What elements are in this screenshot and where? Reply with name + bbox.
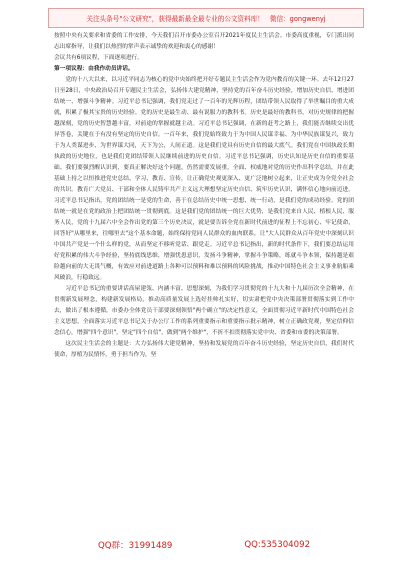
agenda-heading: 第一项议程：由我作动员讲话。: [54, 66, 134, 72]
banner-wechat: 微信：gongwenyj: [269, 15, 326, 23]
body-paragraph: 按照中央有关要求和省委的工作安排，今天我们召开市委办公室召开2021年度民主生活会。市委高度重视，专门派出同志出席指导，让我们以热烈的掌声表示诚挚的欢迎和衷心的感谢！: [54, 33, 354, 50]
banner-text: 关注头条号"公文研究"，获得最新最全最专业的公文资料库！: [86, 15, 264, 23]
footer: [0, 536, 408, 554]
body-paragraph: 习近平总书记的重要讲话高屋建瓴、内涵丰富、思想深刻，为我们学习贯彻党的十九大和十九届历次全会精神，在贯彻新发展理念，构建新发展格局，推动高质量发展上选好挂帅扎实好，切实肃把党中央决策部署贯彻落实到工作中去，做出了根本遵循。市委办全体党员干部要深刻领悟"两个确立"的决定性意义，全面贯彻习近平新时代中国特色社会主义思想，全面落实习近平总书记关于办公厅工作的系列重要指示和重要指示批示精神，树立正确政党观，坚定信仰信念信心，增强"四个意识"，坚定"四个自信"，做到"两个维护"，不折不扣贯彻落实党中央、省委和市委的决策部署。: [54, 286, 354, 336]
body-paragraph: 这次民主生活会的主题是：大力弘扬伟大建党精神，坚持和发展党的百年奋斗历史经验，坚定历史自信，我们时代使命，厚植为民情怀，勇于担当作为，坚: [54, 341, 354, 358]
header-banner: [48, 8, 364, 28]
document-body: [54, 31, 354, 531]
body-paragraph: 会议共有6项议程，下面逐项进行。: [54, 55, 143, 61]
footer-qq-group: QQ群：31991489: [97, 541, 173, 551]
footer-qq: QQ:535304092: [244, 540, 311, 550]
body-paragraph: 党的十八大以来，以习近平同志为核心的党中央始终把开好专题民主生活会作为党内教育的关键一环。去年12月27日至28日，中央政治局召开专题民主生活会，弘扬伟大建党精神，坚持党的百年奋斗历史经验，增加历史自信、增进团结统一、增强斗争精神。习近平总书记强调，我们党走过了一百年的光辉历程，团结带领人民取得了举世瞩目的重大成就，积累了极其宝贵的历史经验。党的历史是最生动、最有说服力的教科书。历史是最好的教科书，对历史规律的把握越深刻，党的历史智慧越丰富，对前途的掌握就越主动。习近平总书记强调，在新的赶考之路上，我们能否继续交出优异答卷，关键在于有没有坚定的历史自信。一百年来，我们党始终致力于为中国人民谋幸福、为中华民族谋复兴，致力于为人类谋进步、为世界谋大同，天下为公，人间正道。这是我们党具有历史自信的最大底气。我们党在中国执政长期执政的历史地位，也是我们党团结带领人民继续前进的历史自信。习近平总书记强调，历史认知是历史自信的重要基础。我们要强烈醒认识到，要真正解决好这个问题，仍然需要发展重，全面、权威地对党的历史作出科学总结，并在此基础上持之以恒推进党史总结、学习、教育、宣传，让正确党史观更深入、更广泛地树立起来，让正史成为全党全社会的共识。教育广大党员、干部和全体人民铸牢共产主义远大理想坚定历史自信、筑牢历史认识，满怀信心地向前迈进。习近平总书记指出，党的团结统一是党的生命，善于在总结历史中统一思想、统一行动，是我们党的成功经验。党的团结统一就是在党的政治上把团结统一贯彻到底。这是我们党的团结统一的巨大优势，是我们党来自人民、植根人民、服务人民，党的十九届六中全会作出党的第三个历史决议，就是要告诉全党在新时代前进的征程上不忘初心、牢记使命，回答好"从哪里来，往哪里去"这个基本命题，始终保持党同人民群众的血肉联系，让"大人民群众从百年党史中深刻认识中国共产党是一个什么样的党，从而坚定不移听党话、跟党走。习近平总书记指出，新的时代条件下，我们要总结运用好党积累的伟大斗争经验，坚持底线思维，增强忧患意识，发扬斗争精神，掌握斗争策略，练就斗争本领，保持越是艰险越向前的大无畏气概，有效应对前进道路上各种可以预料和难以预料的风险挑战，推动中国特色社会主义事业航船乘风破浪，行稳致远。: [54, 77, 354, 281]
